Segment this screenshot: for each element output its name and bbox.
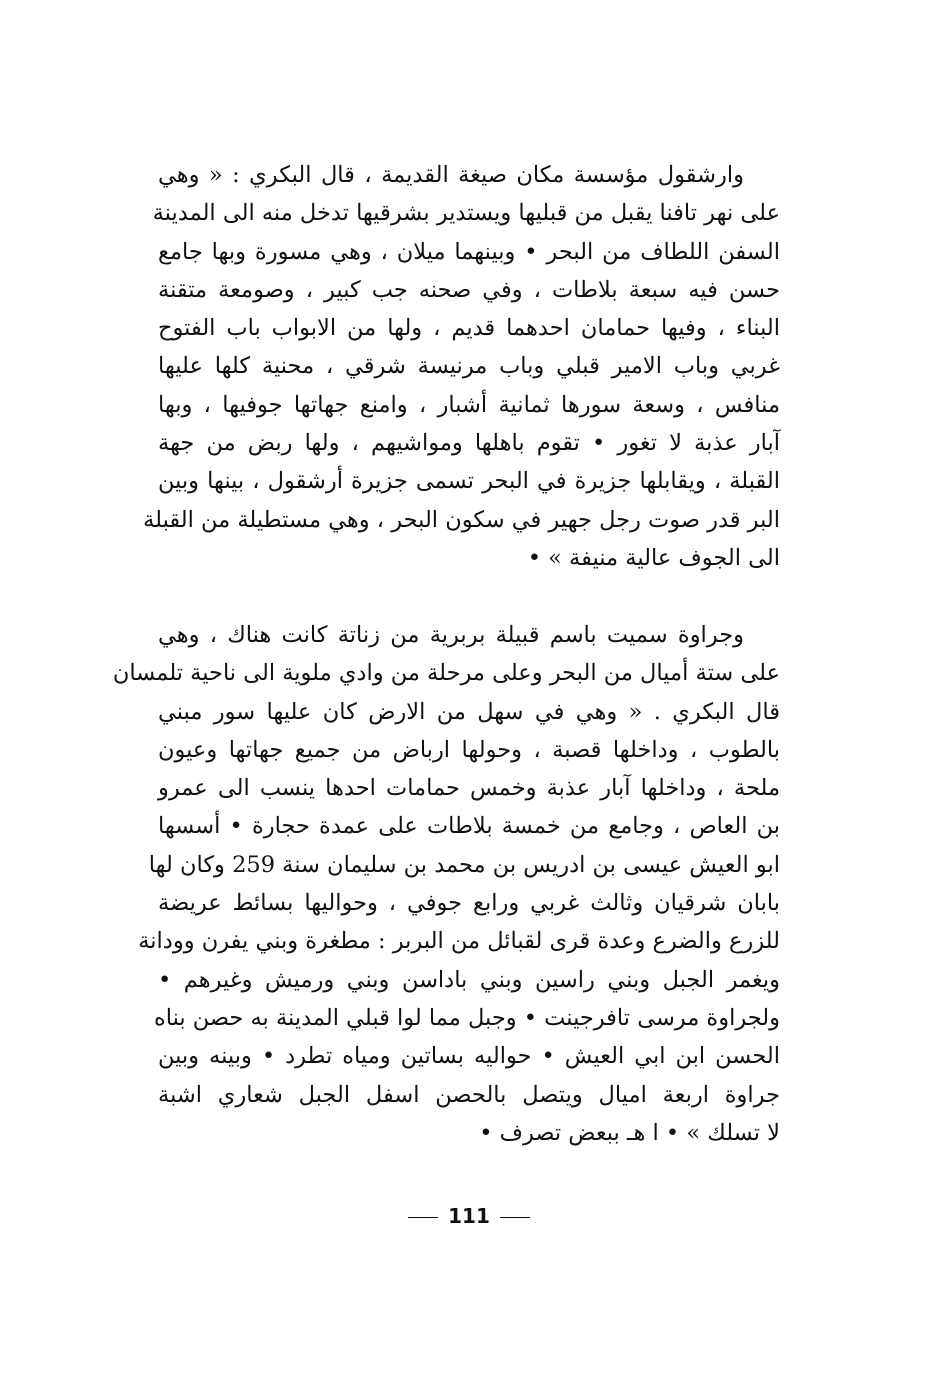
text-line: البر قدر صوت رجل جهير في سكون البحر ، وهي مستطيلة من القبلة: [143, 506, 780, 533]
left-dash-divider: [408, 1217, 438, 1218]
text-line: لا تسلك » • ا هـ ببعض تصرف •: [479, 1119, 780, 1146]
text-line: قال البكري . « وهي في سهل من الارض كان عليها سور مبني: [158, 698, 780, 725]
text-line: البناء ، وفيها حمامان احدهما قديم ، ولها من الابواب باب الفتوح: [158, 315, 780, 342]
page-number-footer: [0, 1199, 938, 1233]
text-line: للزرع والضرع وعدة قرى لقبائل من البربر : مطغرة وبني يفرن وودانة: [138, 928, 780, 955]
paragraph-arshgoul: [143, 156, 780, 577]
text-line: جراوة اربعة اميال ويتصل بالحصن اسفل الجبل شعاري اشبة: [158, 1081, 780, 1108]
text-line: القبلة ، ويقابلها جزيرة في البحر تسمى جزيرة أرشقول ، بينها وبين: [158, 468, 780, 495]
text-line: غربي وباب الامير قبلي وباب مرنيسة شرقي ، محنية كلها عليها: [158, 353, 780, 380]
text-line: ولجراوة مرسى تافرجينت • وجبل مما لوا قبلي المدينة به حصن بناه: [153, 1004, 780, 1031]
page-number: 111: [448, 1204, 490, 1228]
text-line: ويغمر الجبل وبني راسين وبني باداسن وبني ورميش وغيرهم •: [158, 966, 780, 993]
text-line: آبار عذبة لا تغور • تقوم باهلها ومواشيهم ، ولها ربض من جهة: [158, 430, 780, 457]
text-line: السفن اللطاف من البحر • وبينهما ميلان ، وهي مسورة وبها جامع: [158, 238, 780, 265]
paragraph-jerawa: [112, 616, 780, 1152]
text-line: الحسن ابن ابي العيش • حواليه بساتين ومياه تطرد • وبينه وبين: [158, 1043, 780, 1070]
right-dash-divider: [500, 1217, 530, 1218]
text-line: على ستة أميال من البحر وعلى مرحلة من وادي ملوية الى ناحية تلمسان: [112, 660, 780, 687]
text-line: على نهر تافنا يقبل من قبليها ويستدير بشرقيها تدخل منه الى المدينة: [152, 200, 780, 227]
text-line: بالطوب ، وداخلها قصبة ، وحولها ارباض من جميع جهاتها وعيون: [158, 736, 780, 763]
text-line: ملحة ، وداخلها آبار عذبة وخمس حمامات احدها ينسب الى عمرو: [158, 775, 780, 802]
text-line: منافس ، وسعة سورها ثمانية أشبار ، وامنع جهاتها جوفيها ، وبها: [158, 391, 780, 418]
text-line: الى الجوف عالية منيفة » •: [527, 544, 780, 571]
text-line: بابان شرقيان وثالث غربي ورابع جوفي ، وحواليها بسائط عريضة: [158, 890, 780, 917]
text-line: وارشقول مؤسسة مكان صيغة القديمة ، قال البكري : « وهي: [158, 162, 744, 188]
text-line: بن العاص ، وجامع من خمسة بلاطات على عمدة حجارة • أسسها: [158, 813, 780, 840]
text-line: ابو العيش عيسى بن ادريس بن محمد بن سليمان سنة 259 وكان لها: [148, 851, 780, 878]
text-line: حسن فيه سبعة بلاطات ، وفي صحنه جب كبير ، وصومعة متقنة: [158, 276, 780, 303]
text-line: وجراوة سميت باسم قبيلة بربرية من زناتة كانت هناك ، وهي: [158, 622, 744, 648]
